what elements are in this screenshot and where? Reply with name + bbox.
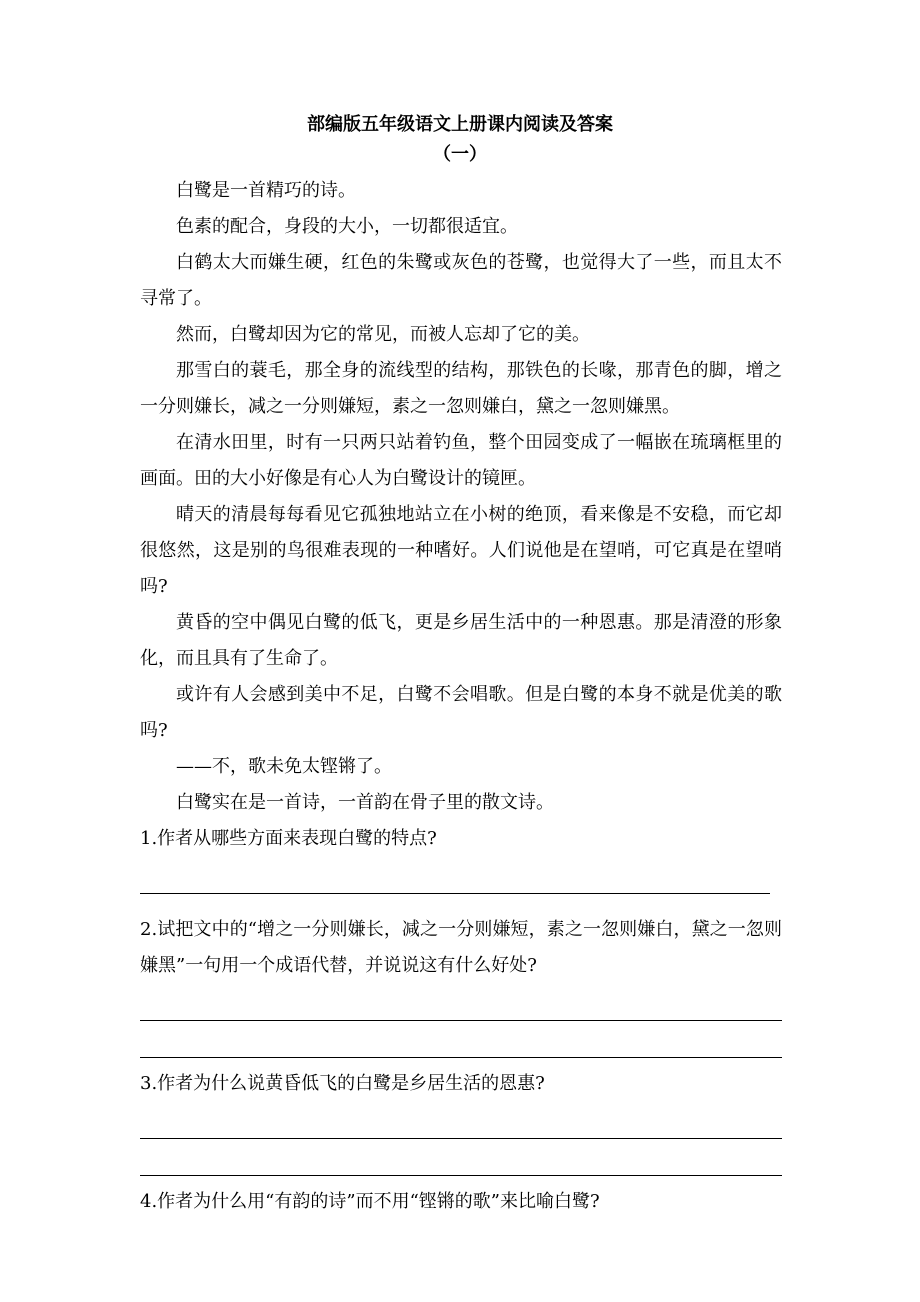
paragraph: 然而，白鹭却因为它的常见，而被人忘却了它的美。 [176,324,590,345]
paragraph: 晴天的清晨每每看见它孤独地站立在小树的绝顶，看来像是不安稳，而它却很悠然，这是别的鸟很难表现的一种嗜好。人们说他是在望哨，可它真是在望哨吗? [140,504,782,597]
question-1: 1.作者从哪些方面来表现白鹭的特点? [140,828,437,849]
paragraph: 白鹭是一首精巧的诗。 [176,180,356,201]
answer-space [140,857,782,893]
paragraph: 白鹭实在是一首诗，一首韵在骨子里的散文诗。 [176,792,554,813]
question-2: 2.试把文中的“增之一分则嫌长，减之一分则嫌短，素之一忽则嫌白，黛之一忽则嫌黑”一句用一个成语代替，并说说这有什么好处? [140,919,782,976]
answer-space [140,984,782,1020]
paragraph: 白鹤太大而嫌生硬，红色的朱鹭或灰色的苍鹭，也觉得大了一些，而且太不寻常了。 [140,252,782,309]
answer-line [140,1175,782,1176]
document-title: 部编版五年级语文上册课内阅读及答案 [307,114,613,135]
section-number: （一） [433,144,487,165]
question-4: 4.作者为什么用“有韵的诗”而不用“铿锵的歌”来比喻白鹭? [140,1191,600,1212]
paragraph: 在清水田里，时有一只两只站着钓鱼，整个田园变成了一幅嵌在琉璃框里的画面。田的大小好像是有心人为白鹭设计的镜匣。 [140,432,782,489]
paragraph: 色素的配合，身段的大小，一切都很适宜。 [176,216,518,237]
question-3: 3.作者为什么说黄昏低飞的白鹭是乡居生活的恩惠? [140,1073,545,1094]
answer-line [140,1057,782,1058]
paragraph: 那雪白的蓑毛，那全身的流线型的结构，那铁色的长喙，那青色的脚，增之一分则嫌长，减之一分则嫌短，素之一忽则嫌白，黛之一忽则嫌黑。 [140,360,782,417]
document-body [140,173,782,1220]
answer-line [140,893,770,894]
answer-space [140,1139,782,1175]
answer-space [140,1102,782,1138]
paragraph: 黄昏的空中偶见白鹭的低飞，更是乡居生活中的一种恩惠。那是清澄的形象化，而且具有了生命了。 [140,612,782,669]
paragraph: ——不，歌未免太铿锵了。 [176,756,392,777]
paragraph: 或许有人会感到美中不足，白鹭不会唱歌。但是白鹭的本身不就是优美的歌吗? [140,684,782,741]
answer-space [140,1021,782,1057]
